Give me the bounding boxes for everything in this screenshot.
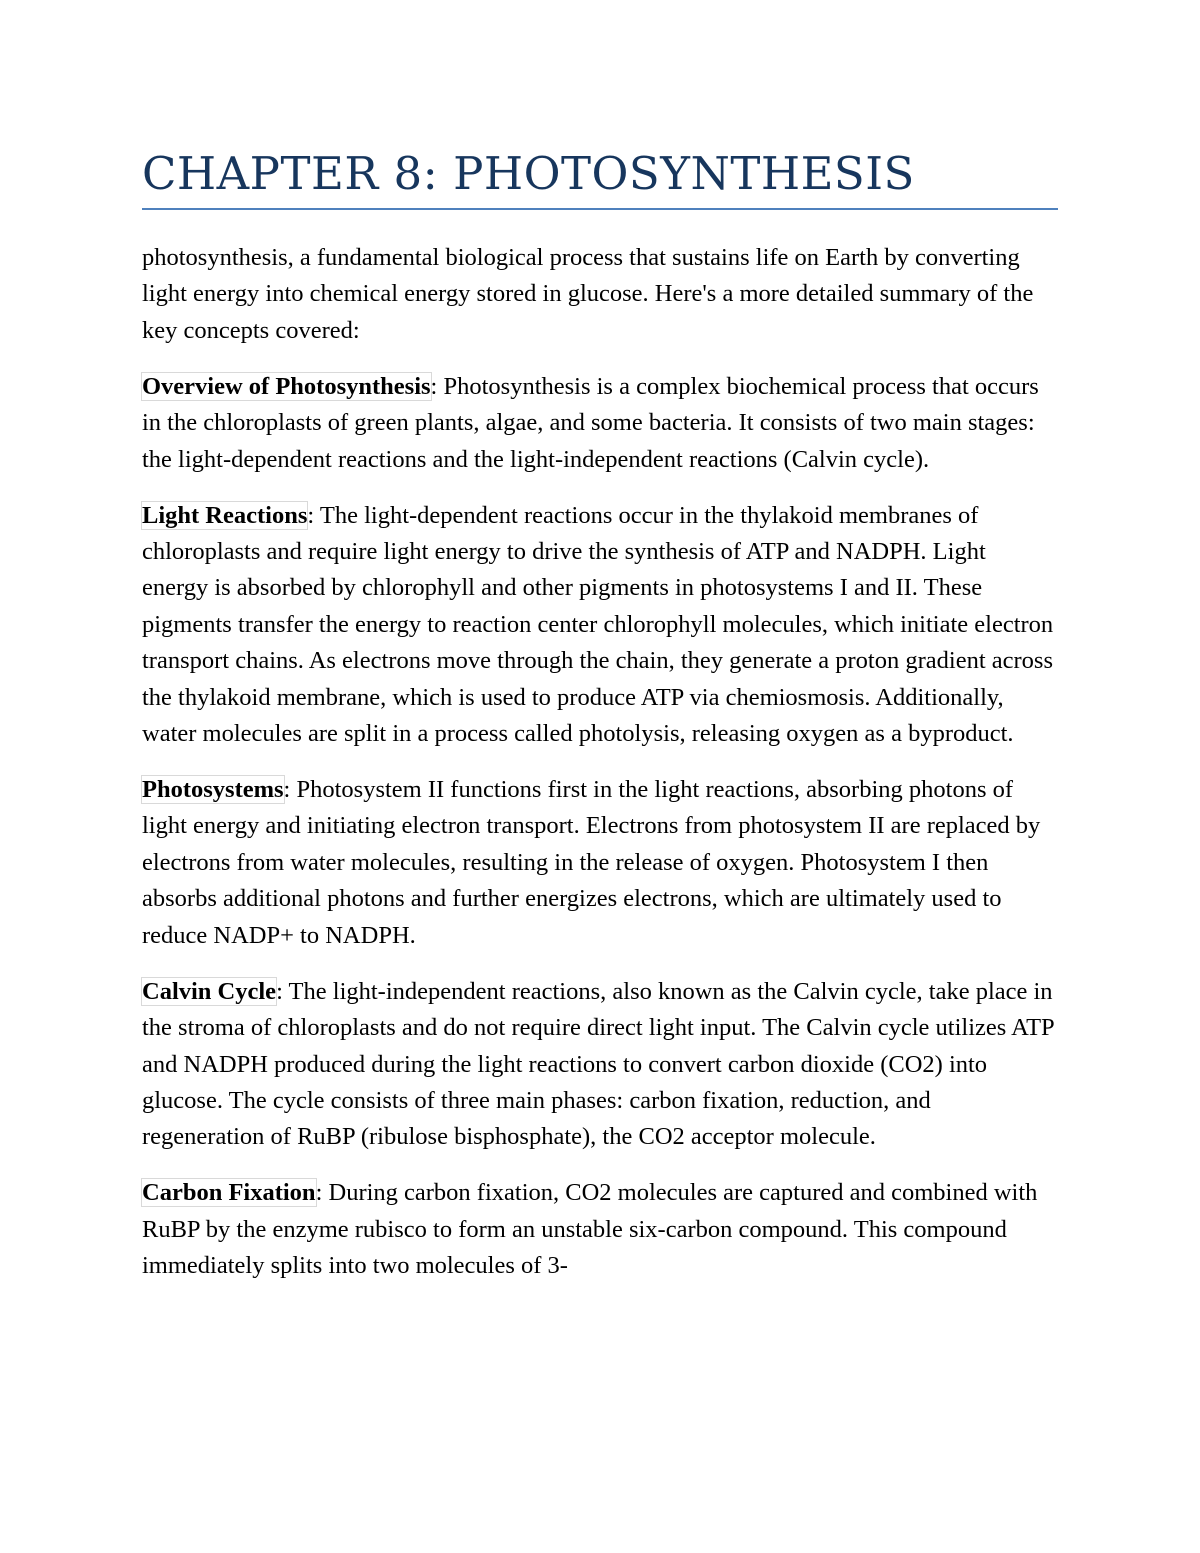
title-underline <box>142 208 1058 210</box>
section-carbon-fixation-text: : During carbon fixation, CO2 molecules are captured and combined with RuBP by the enzyme rubisco to form an unstable six-carbon compound. This compound immediately splits into two molecules of 3- <box>142 1179 1038 1280</box>
intro-paragraph: photosynthesis, a fundamental biological process that sustains life on Earth by converting light energy into chemical energy stored in glucose. Here's a more detailed summary of the key concepts covered: <box>142 244 1034 344</box>
chapter-title: CHAPTER 8: PHOTOSYNTHESIS <box>142 147 915 200</box>
section-light-reactions <box>142 498 1058 753</box>
section-calvin-cycle <box>142 974 1058 1156</box>
term-light-reactions: Light Reactions <box>142 501 308 529</box>
section-carbon-fixation <box>142 1175 1058 1284</box>
section-photosystems-text: : Photosystem II functions first in the light reactions, absorbing photons of light energy and initiating electron transport. Electrons from photosystem II are replaced by electrons from water molecules, resulting in the release of oxygen. Photosystem I then absorbs additional photons and further energizes electrons, which are ultimately used to reduce NADP+ to NADPH. <box>142 776 1041 949</box>
term-overview-of-photosynthesis: Overview of Photosynthesis <box>142 372 431 400</box>
section-overview-text: : Photosynthesis is a complex biochemical process that occurs in the chloroplasts of green plants, algae, and some bacteria. It consists of two main stages: the light-dependent reactions and the light-independent reactions (Calvin cycle). <box>142 372 1039 473</box>
document-body <box>142 240 1058 1304</box>
section-photosystems <box>142 772 1058 954</box>
term-carbon-fixation: Carbon Fixation <box>142 1179 316 1207</box>
section-calvin-cycle-text: : The light-independent reactions, also known as the Calvin cycle, take place in the stroma of chloroplasts and do not require direct light input. The Calvin cycle utilizes ATP and NADPH produced during the light reactions to convert carbon dioxide (CO2) into glucose. The cycle consists of three main phases: carbon fixation, reduction, and regeneration of RuBP (ribulose bisphosphate), the CO2 acceptor molecule. <box>142 977 1054 1151</box>
section-overview <box>142 369 1058 478</box>
term-calvin-cycle: Calvin Cycle <box>142 977 277 1005</box>
term-photosystems: Photosystems <box>142 776 284 804</box>
section-light-reactions-text: : The light-dependent reactions occur in the thylakoid membranes of chloroplasts and require light energy to drive the synthesis of ATP and NADPH. Light energy is absorbed by chlorophyll and other pigments in photosystems I and II. These pigments transfer the energy to reaction center chlorophyll molecules, which initiate electron transport chains. As electrons move through the chain, they generate a proton gradient across the thylakoid membrane, which is used to produce ATP via chemiosmosis. Additionally, water molecules are split in a process called photolysis, releasing oxygen as a byproduct. <box>142 501 1054 748</box>
